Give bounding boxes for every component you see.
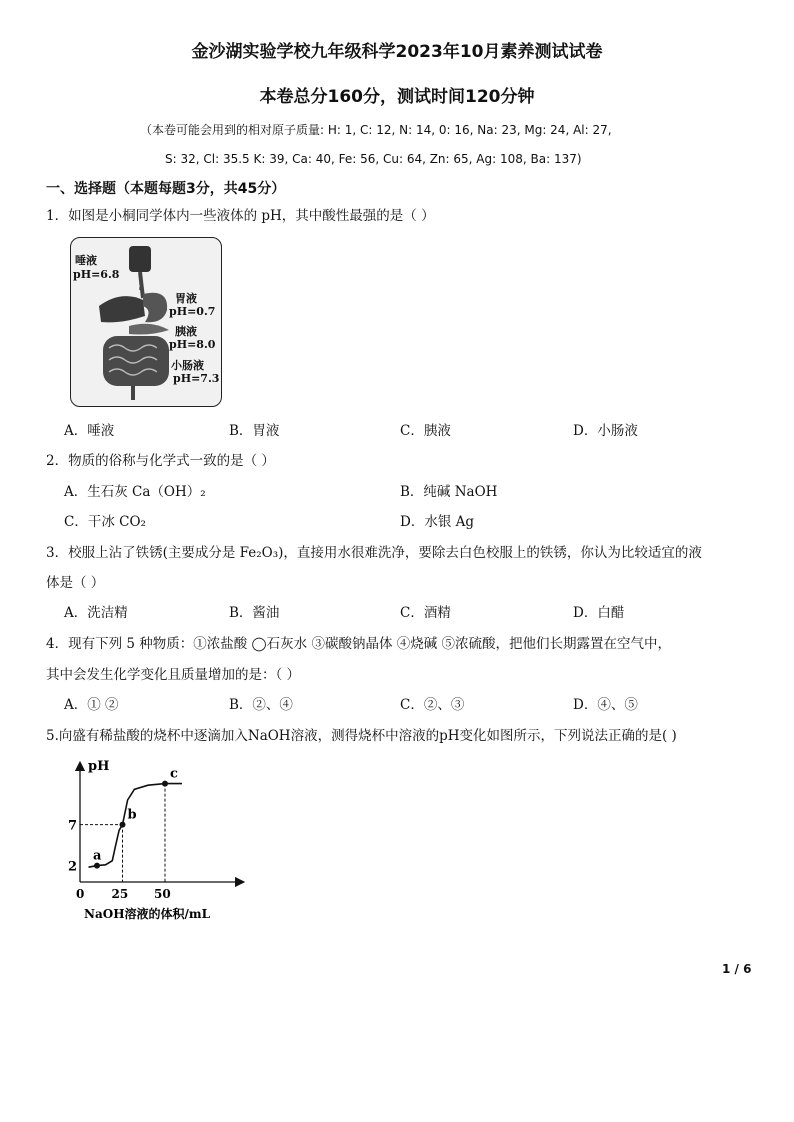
- y-tick-7: 7: [68, 818, 78, 834]
- q2-option-b[interactable]: B．纯碱 NaOH: [400, 484, 498, 500]
- question-4-line-1: 4．现有下列 5 种物质：①浓盐酸 ◯石灰水 ③碳酸钠晶体 ④烧碱 ⑤浓硫酸，把他们长期露置在空气中，: [46, 636, 672, 652]
- x-tick-50: 50: [154, 887, 171, 901]
- q4-option-d[interactable]: D．④、⑤: [573, 697, 638, 713]
- q2-option-a[interactable]: A．生石灰 Ca（OH）₂: [64, 484, 206, 500]
- atomic-mass-line-1: （本卷可能会用到的相对原子质量: H: 1, C: 12, N: 14, 0: 16, Na: 23, Mg: 24, Al: 27,: [140, 123, 612, 137]
- ph-curve-line: [89, 784, 183, 868]
- body-fluids-figure: [70, 237, 222, 407]
- intestinal-ph-label: pH=7.3: [173, 372, 220, 385]
- q4-option-b[interactable]: B．②、④: [229, 697, 293, 713]
- q4-option-a[interactable]: A．① ②: [64, 697, 119, 713]
- y-tick-2: 2: [68, 859, 78, 875]
- x-tick-25: 25: [111, 887, 129, 901]
- q1-option-a[interactable]: A．唾液: [64, 423, 115, 439]
- exam-title: 金沙湖实验学校九年级科学2023年10月素养测试试卷: [191, 42, 603, 62]
- point-b: [120, 822, 126, 828]
- question-3-line-2: 体是（ ）: [46, 575, 105, 591]
- q1-option-c[interactable]: C．胰液: [400, 423, 451, 439]
- q2-option-d[interactable]: D．水银 Ag: [400, 514, 475, 530]
- pancreatic-ph-label: pH=8.0: [169, 338, 216, 351]
- pancreatic-label: 胰液: [175, 325, 197, 338]
- section-heading: 一、选择题（本题每题3分，共45分）: [46, 181, 286, 197]
- intestinal-label: 小肠液: [171, 359, 204, 372]
- point-label-b: b: [127, 807, 137, 823]
- q3-option-c[interactable]: C．酒精: [400, 605, 451, 621]
- saliva-label: 唾液: [75, 254, 97, 267]
- point-label-a: a: [93, 848, 102, 864]
- q1-option-d[interactable]: D．小肠液: [573, 423, 638, 439]
- gastric-ph-label: pH=0.7: [169, 305, 216, 318]
- question-2-stem: 2．物质的俗称与化学式一致的是（ ）: [46, 453, 275, 469]
- x-axis-label: NaOH溶液的体积/mL: [84, 907, 211, 921]
- q3-option-d[interactable]: D．白醋: [573, 605, 625, 621]
- q2-option-c[interactable]: C．干冰 CO₂: [64, 514, 146, 530]
- y-axis-label: pH: [88, 759, 110, 774]
- x-tick-0: 0: [76, 887, 85, 901]
- ph-curve-chart: [60, 756, 260, 924]
- atomic-mass-line-2: S: 32, Cl: 35.5 K: 39, Ca: 40, Fe: 56, Cu: 64, Zn: 65, Ag: 108, Ba: 137): [165, 152, 582, 166]
- q3-option-b[interactable]: B．酱油: [229, 605, 280, 621]
- question-5-stem: 5.向盛有稀盐酸的烧杯中逐滴加入NaOH溶液，测得烧杯中溶液的pH变化如图所示，下列说法正确的是( ): [46, 728, 677, 744]
- question-1-stem: 1．如图是小桐同学体内一些液体的 pH，其中酸性最强的是（ ）: [46, 208, 435, 224]
- question-3-line-1: 3．校服上沾了铁锈(主要成分是 Fe₂O₃)，直接用水很难洗净，要除去白色校服上的铁锈，你认为比较适宜的液: [46, 545, 702, 561]
- gastric-label: 胃液: [175, 292, 197, 305]
- saliva-ph-label: pH=6.8: [73, 268, 120, 281]
- point-label-c: c: [170, 766, 178, 782]
- page-number: 1 / 6: [722, 962, 752, 976]
- exam-subtitle: 本卷总分160分，测试时间120分钟: [259, 87, 535, 107]
- q1-option-b[interactable]: B．胃液: [229, 423, 280, 439]
- q4-option-c[interactable]: C．②、③: [400, 697, 465, 713]
- q3-option-a[interactable]: A．洗洁精: [64, 605, 128, 621]
- question-4-line-2: 其中会发生化学变化且质量增加的是：（ ）: [46, 667, 301, 683]
- point-c: [162, 781, 168, 787]
